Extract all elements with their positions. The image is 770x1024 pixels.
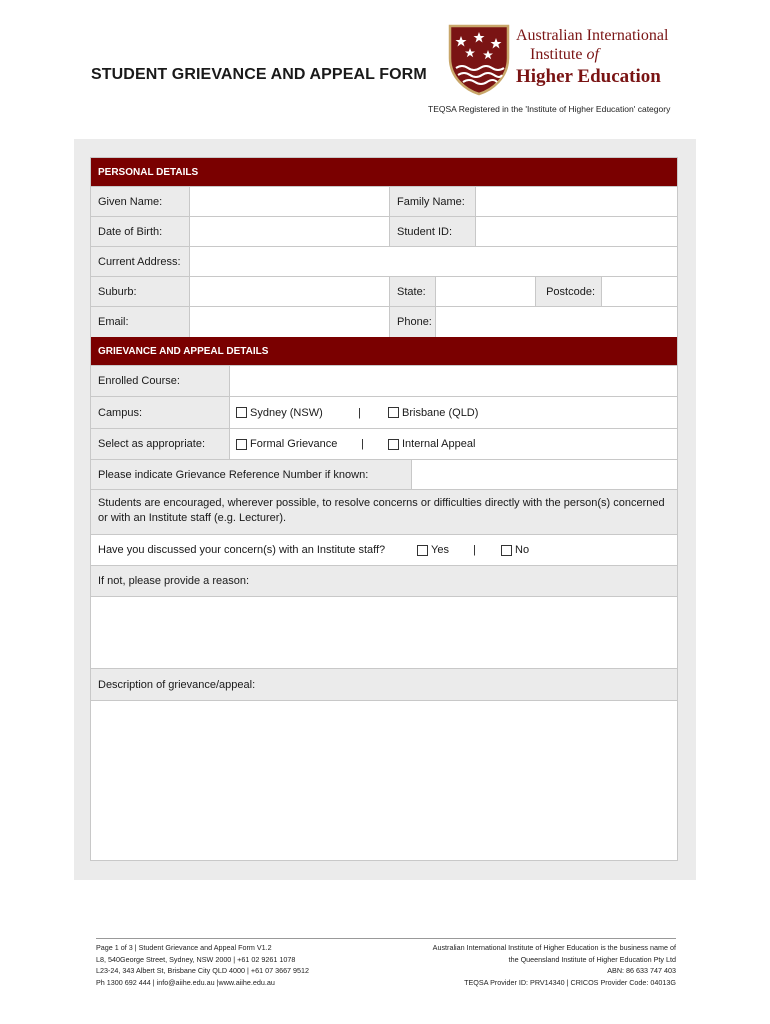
brand-line-3: Higher Education [516, 66, 661, 87]
state-field[interactable] [435, 277, 535, 306]
row-course [91, 366, 677, 397]
brand-line-2b: of [586, 46, 599, 63]
yes-checkbox[interactable] [417, 545, 428, 556]
dob-field[interactable] [189, 217, 389, 246]
row-reference [91, 460, 677, 490]
select-options [229, 429, 677, 459]
row-campus [91, 397, 677, 429]
address-field[interactable] [189, 247, 677, 276]
student-id-field[interactable] [475, 217, 677, 246]
postcode-label: Postcode: [535, 277, 601, 306]
dob-label: Date of Birth: [91, 217, 189, 246]
page-title: STUDENT GRIEVANCE AND APPEAL FORM [91, 66, 427, 83]
description-label: Description of grievance/appeal: [98, 678, 256, 691]
page-footer [96, 938, 676, 987]
row-description-label [91, 669, 677, 701]
family-name-field[interactable] [475, 187, 677, 216]
given-name-label: Given Name: [91, 187, 189, 216]
row-name [91, 187, 677, 217]
campus-label: Campus: [91, 397, 229, 428]
institute-name [516, 28, 668, 86]
family-name-label: Family Name: [389, 187, 475, 216]
footer-left-line-2: L8, 540George Street, Sydney, NSW 2000 | +61 02 9261 1078 [96, 954, 296, 964]
discussed-yes-option[interactable] [417, 535, 449, 565]
no-label: No [515, 544, 530, 556]
row-address [91, 247, 677, 277]
email-field[interactable] [189, 307, 389, 337]
reference-field[interactable] [411, 460, 677, 489]
discussed-no-option[interactable] [501, 535, 529, 565]
student-id-label: Student ID: [389, 217, 475, 246]
row-reason-label [91, 566, 677, 597]
section-header-grievance: GRIEVANCE AND APPEAL DETAILS [91, 337, 677, 366]
footer-right-line-1: Australian International Institute of Higher Education is the business name of [432, 943, 676, 952]
formal-grievance-checkbox[interactable] [236, 439, 247, 450]
form-sheet [90, 157, 678, 861]
row-discussed [91, 535, 677, 566]
section-header-personal: PERSONAL DETAILS [91, 158, 677, 187]
footer-right-line-2: the Queensland Institute of Higher Education Pty Ltd [508, 954, 676, 964]
internal-appeal-label: Internal Appeal [402, 438, 476, 450]
row-email [91, 307, 677, 337]
brand-line-1: Australian International [516, 27, 669, 44]
no-checkbox[interactable] [501, 545, 512, 556]
suburb-field[interactable] [189, 277, 389, 306]
campus-separator: | [358, 406, 361, 419]
email-label: Email: [91, 307, 189, 337]
sydney-checkbox[interactable] [236, 407, 247, 418]
sydney-label: Sydney (NSW) [250, 406, 323, 419]
state-label: State: [389, 277, 435, 306]
footer-right [433, 942, 676, 988]
discussed-label: Have you discussed your concern(s) with an Institute staff? [98, 544, 386, 556]
formal-grievance-option[interactable] [236, 429, 337, 459]
brisbane-label: Brisbane (QLD) [402, 406, 479, 419]
reason-label: If not, please provide a reason: [98, 575, 250, 587]
shield-logo-icon [448, 24, 510, 96]
row-encourage [91, 490, 677, 535]
brand-line-2 [516, 47, 668, 63]
tagline: TEQSA Registered in the 'Institute of Higher Education' category [428, 104, 671, 114]
address-label: Current Address: [91, 247, 189, 276]
postcode-field[interactable] [601, 277, 677, 306]
phone-field[interactable] [435, 307, 677, 337]
footer-right-line-4: TEQSA Provider ID: PRV14340 | CRICOS Provider Code: 04013G [464, 977, 676, 987]
select-label: Select as appropriate: [91, 429, 229, 459]
row-dob [91, 217, 677, 247]
discussed-separator: | [473, 544, 476, 556]
institute-logo [428, 24, 688, 120]
reason-field[interactable] [91, 597, 677, 669]
campus-brisbane-option[interactable] [388, 397, 478, 428]
footer-left-line-4: Ph 1300 692 444 | info@aiihe.edu.au |www.aiihe.edu.au [96, 977, 275, 987]
formal-grievance-label: Formal Grievance [250, 438, 338, 450]
footer-left [96, 942, 309, 988]
internal-appeal-option[interactable] [388, 429, 475, 459]
description-field[interactable] [91, 701, 677, 860]
campus-sydney-option[interactable] [236, 397, 323, 428]
course-field[interactable] [229, 366, 677, 396]
yes-label: Yes [431, 544, 449, 556]
course-label: Enrolled Course: [91, 366, 229, 396]
brand-line-2a: Institute [530, 46, 587, 63]
select-separator: | [361, 438, 364, 450]
footer-right-line-3: ABN: 86 633 747 403 [607, 966, 676, 975]
encourage-text: Students are encouraged, wherever possible, to resolve concerns or difficulties directly with the person(s) concerned or with an Institute staff (e.g. Lecturer). [98, 497, 665, 524]
row-select [91, 429, 677, 460]
phone-label: Phone: [389, 307, 435, 337]
footer-left-line-1: Page 1 of 3 | Student Grievance and Appeal Form V1.2 [96, 943, 272, 952]
footer-left-line-3: L23-24, 343 Albert St, Brisbane City QLD 4000 | +61 07 3667 9512 [96, 966, 310, 975]
suburb-label: Suburb: [91, 277, 189, 306]
row-suburb [91, 277, 677, 307]
brisbane-checkbox[interactable] [388, 407, 399, 418]
reference-label: Please indicate Grievance Reference Number if known: [91, 460, 411, 489]
campus-options [229, 397, 677, 428]
given-name-field[interactable] [189, 187, 389, 216]
internal-appeal-checkbox[interactable] [388, 439, 399, 450]
